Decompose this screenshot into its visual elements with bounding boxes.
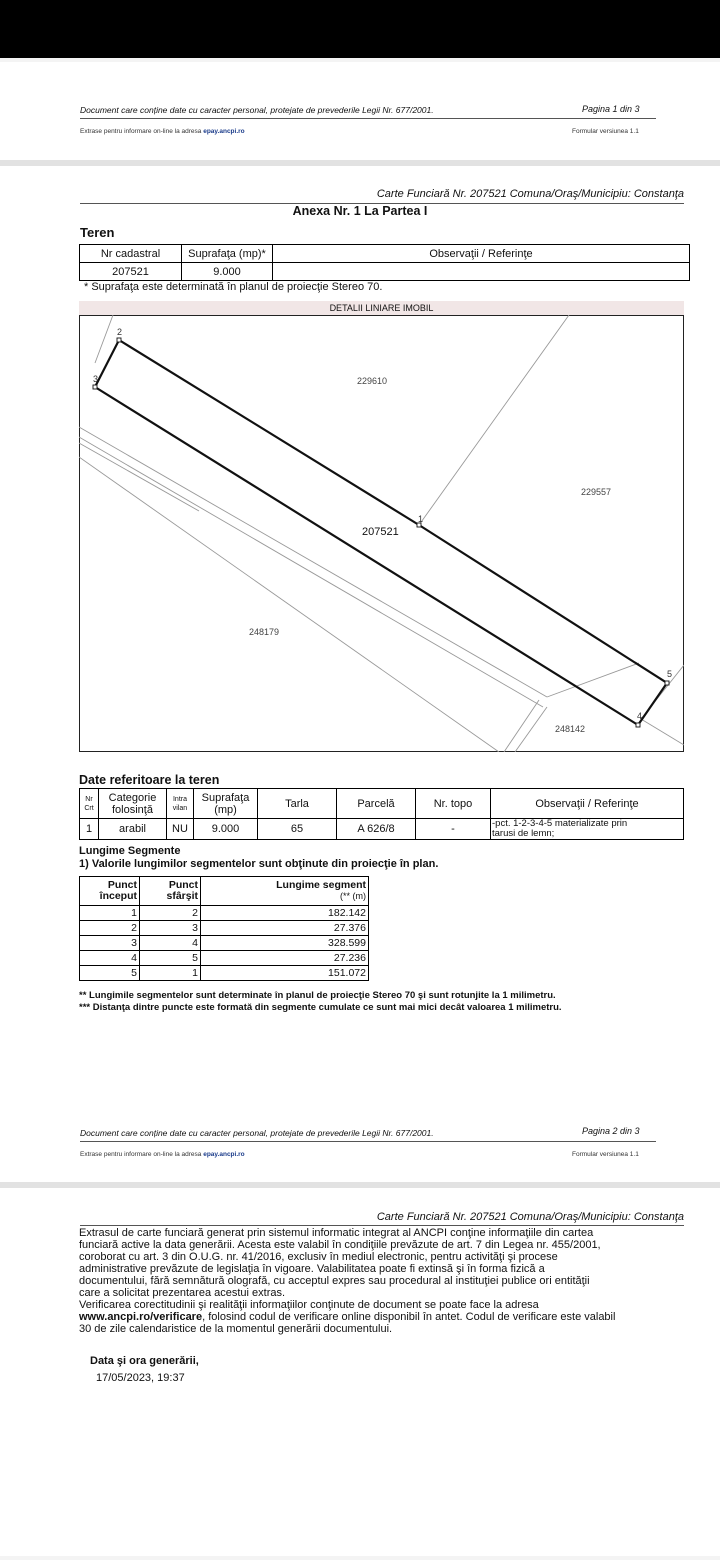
cell-nr-cadastral: 207521 bbox=[80, 263, 182, 281]
point-label-4: 4 bbox=[637, 711, 643, 721]
header-lungime: Lungime segment (** (m) bbox=[201, 877, 369, 906]
header-intravilan: Intra vilan bbox=[167, 789, 194, 819]
cell-observatii bbox=[273, 263, 690, 281]
cell-intravilan: NU bbox=[167, 819, 194, 840]
header-parcela: Parcelă bbox=[337, 789, 416, 819]
date-title: Date referitoare la teren bbox=[79, 773, 220, 787]
neighbor-label-248179: 248179 bbox=[249, 627, 280, 637]
cell-suprafata: 9.000 bbox=[194, 819, 258, 840]
footer-notice: Document care conține date cu caracter personal, protejate de prevederile Legii Nr. 677/2001. bbox=[80, 1128, 434, 1138]
generated-value: 17/05/2023, 19:37 bbox=[96, 1372, 185, 1384]
neighbor-label-229610: 229610 bbox=[357, 376, 388, 386]
point-label-3: 3 bbox=[93, 374, 99, 384]
header-observatii: Observaţii / Referinţe bbox=[273, 245, 690, 263]
top-bar bbox=[0, 0, 720, 58]
note-distance: *** Distanţa dintre puncte este formată din segmente cumulate ce sunt mai mici decât valoarea 1 milimetru. bbox=[79, 1002, 562, 1013]
cell-nr: 1 bbox=[80, 819, 99, 840]
page-number: Pagina 1 din 3 bbox=[582, 104, 640, 114]
cell-nr-topo: - bbox=[416, 819, 491, 840]
main-parcel-label: 207521 bbox=[362, 526, 399, 538]
plan-title: DETALII LINIARE IMOBIL bbox=[79, 301, 684, 315]
validity-paragraph: Extrasul de carte funciară generat prin sistemul informatic integrat al ANCPI conţine informaţiile din cartea funciară active la data generării. Acesta este valabil în condiţiile prevăzute de art. 7 din Legea nr. 455/2001, coroborat cu art. 3 din O.U.G. nr. 41/2016, exclusiv în mediul electronic, pentru activităţi şi procese administrative prevăzute de legislaţia în vigoare. Valabilitatea poate fi extinsă şi în forma fizică a documentului, fără semnătură olografă, cu acceptul expres sau procedural al instituţiei publice ori entităţii care a solicitat prezentarea acestui extras. Verificarea corectitudinii şi realităţii informaţiilor conţinute de document se poate face la adresa www.ancpi.ro/verificare, folosind codul de verificare online disponibil în antet. Codul de verificare este valabil 30 de zile calendaristice de la momentul generării documentului. bbox=[79, 1227, 616, 1335]
form-version: Formular versiunea 1.1 bbox=[572, 128, 639, 135]
header-observatii: Observaţii / Referinţe bbox=[491, 789, 684, 819]
header-categorie: Categorie folosinţă bbox=[99, 789, 167, 819]
teren-table bbox=[79, 244, 690, 281]
segments-subtitle: 1) Valorile lungimilor segmentelor sunt obţinute din proiecţie în plan. bbox=[79, 858, 439, 870]
page-header: Carte Funciară Nr. 207521 Comuna/Oraş/Municipiu: Constanţa bbox=[376, 188, 684, 200]
parcel-plan bbox=[79, 315, 684, 752]
generated-label: Data şi ora generării, bbox=[90, 1355, 199, 1367]
page-2 bbox=[0, 166, 720, 1182]
footer-notice: Document care conține date cu caracter personal, protejate de prevederile Legii Nr. 677/2001. bbox=[80, 105, 434, 115]
header-punct-inceput: Punct început bbox=[80, 877, 140, 906]
annex-title: Anexa Nr. 1 La Partea I bbox=[292, 204, 428, 218]
header-suprafata: Suprafaţa (mp)* bbox=[182, 245, 273, 263]
verify-link[interactable]: www.ancpi.ro/verificare bbox=[79, 1311, 203, 1323]
table-row: 2 3 27.376 bbox=[80, 921, 369, 936]
cell-parcela: A 626/8 bbox=[337, 819, 416, 840]
neighbor-label-248142: 248142 bbox=[555, 724, 586, 734]
table-row: 1 2 182.142 bbox=[80, 906, 369, 921]
cell-suprafata: 9.000 bbox=[182, 263, 273, 281]
point-label-2: 2 bbox=[117, 327, 123, 337]
note-rounding: ** Lungimile segmentelor sunt determinate în planul de proiecţie Stereo 70 şi sunt rotunjite la 1 milimetru. bbox=[79, 990, 556, 1001]
segments-table bbox=[79, 876, 369, 981]
online-note: Extrase pentru informare on-line la adresa epay.ancpi.ro bbox=[80, 128, 245, 135]
teren-note: * Suprafaţa este determinată în planul de proiecţie Stereo 70. bbox=[84, 281, 383, 293]
segments-title: Lungime Segmente bbox=[79, 845, 181, 857]
point-label-5: 5 bbox=[667, 669, 673, 679]
point-label-1: 1 bbox=[418, 514, 424, 524]
header-nr-crt: Nr Crt bbox=[80, 789, 99, 819]
page-3 bbox=[0, 1188, 720, 1556]
header-suprafata: Suprafaţa (mp) bbox=[194, 789, 258, 819]
neighbor-label-229557: 229557 bbox=[581, 487, 612, 497]
table-row: 4 5 27.236 bbox=[80, 951, 369, 966]
header-nr-topo: Nr. topo bbox=[416, 789, 491, 819]
page-number: Pagina 2 din 3 bbox=[582, 1126, 640, 1136]
header-tarla: Tarla bbox=[258, 789, 337, 819]
online-link[interactable]: epay.ancpi.ro bbox=[203, 1151, 245, 1158]
form-version: Formular versiunea 1.1 bbox=[572, 1151, 639, 1158]
cell-tarla: 65 bbox=[258, 819, 337, 840]
online-link[interactable]: epay.ancpi.ro bbox=[203, 128, 245, 135]
online-note: Extrase pentru informare on-line la adresa epay.ancpi.ro bbox=[80, 1151, 245, 1158]
page-1-footer bbox=[0, 62, 720, 160]
teren-title: Teren bbox=[80, 225, 115, 240]
date-table bbox=[79, 788, 684, 840]
header-nr-cadastral: Nr cadastral bbox=[80, 245, 182, 263]
cell-observatii: -pct. 1-2-3-4-5 materializate prin tarusi de lemn; bbox=[491, 819, 684, 840]
cell-categorie: arabil bbox=[99, 819, 167, 840]
table-row: 5 1 151.072 bbox=[80, 966, 369, 981]
page-header: Carte Funciară Nr. 207521 Comuna/Oraş/Municipiu: Constanţa bbox=[376, 1211, 684, 1223]
table-row: 3 4 328.599 bbox=[80, 936, 369, 951]
header-punct-sfarsit: Punct sfârşit bbox=[140, 877, 201, 906]
